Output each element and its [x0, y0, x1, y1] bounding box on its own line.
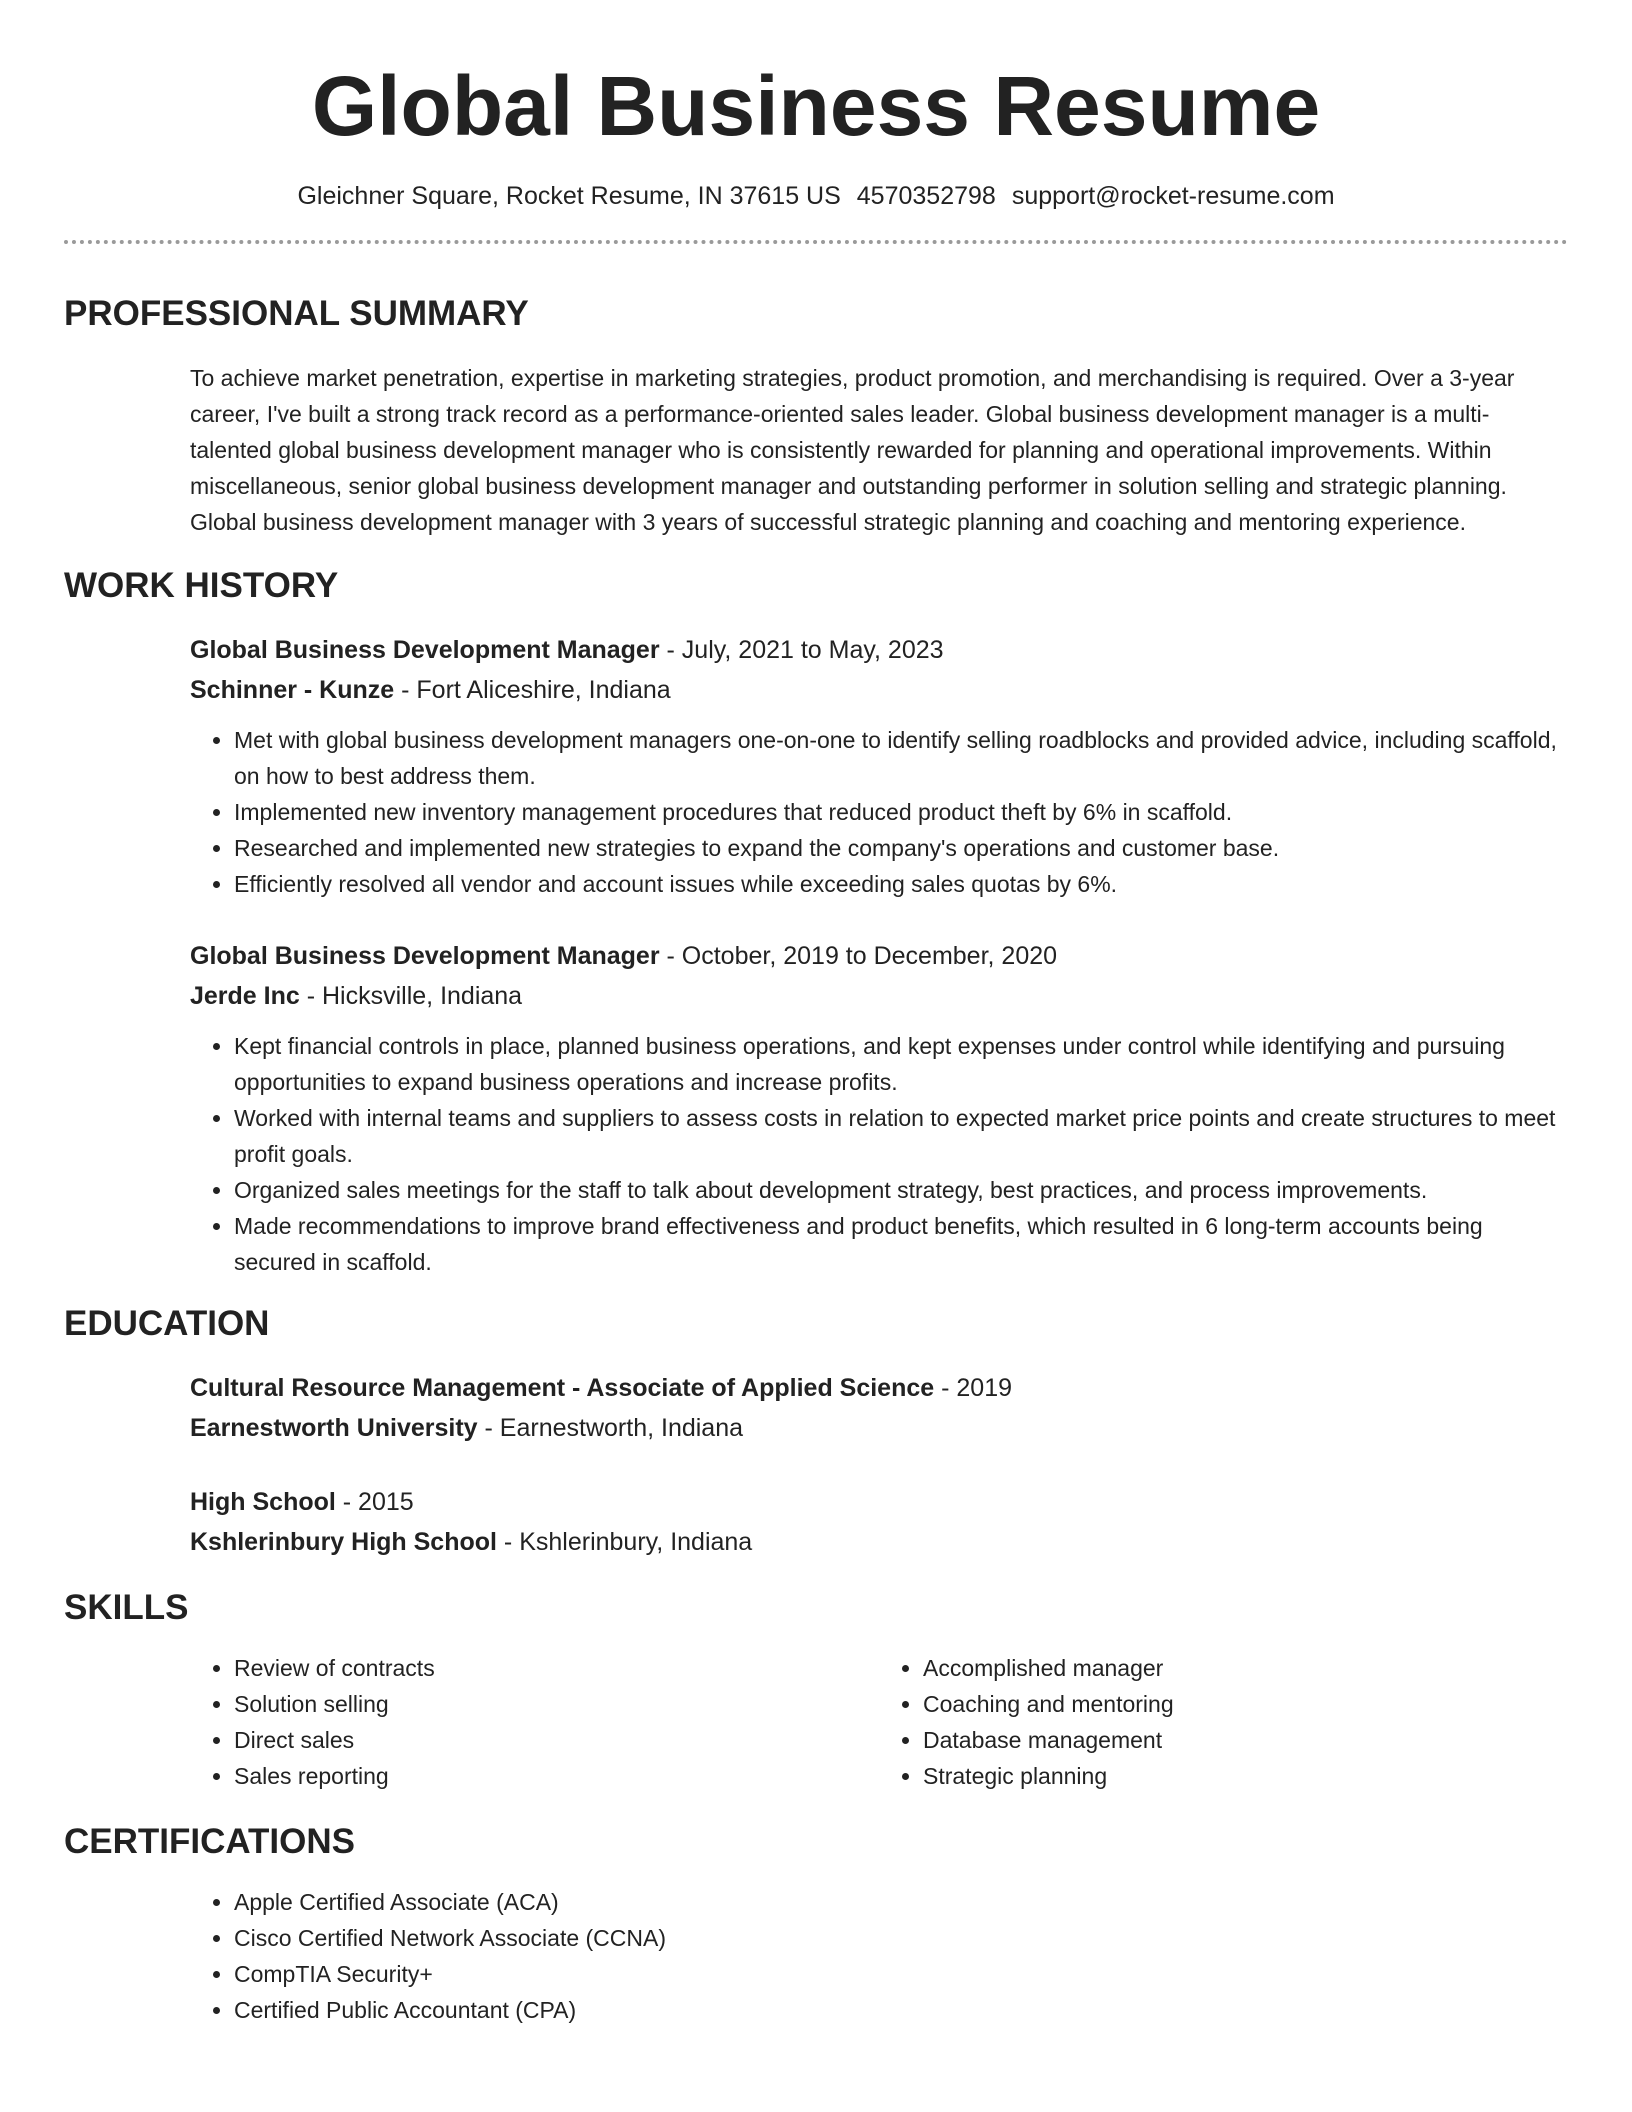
section-title-skills: SKILLS	[64, 1588, 189, 1627]
job-dates: - July, 2021 to May, 2023	[659, 636, 944, 664]
job-title-line	[190, 630, 1568, 670]
summary-text: To achieve market penetration, expertise in marketing strategies, product promotion, and merchandising is required. Over a 3-year career, I've built a strong track record as a performance-oriented sales leader. Global business development manager is a multi-talented global business development manager who is consistently rewarded for planning and operational improvements. Within miscellaneous, senior global business development manager and outstanding performer in solution selling and strategic planning. Global business development manager with 3 years of successful strategic planning and coaching and mentoring experience.	[190, 365, 1515, 535]
skill-item: • Solution selling	[234, 1686, 879, 1722]
job-role: Global Business Development Manager	[190, 636, 660, 664]
list-item: • Made recommendations to improve brand effectiveness and product benefits, which resulted in 6 long-term accounts being secured in scaffold.	[234, 1208, 1568, 1280]
skill-item: • Accomplished manager	[923, 1650, 1568, 1686]
list-item: • Efficiently resolved all vendor and account issues while exceeding sales quotas by 6%.	[234, 866, 1568, 902]
job-location: - Hicksville, Indiana	[299, 982, 523, 1010]
certifications-block	[190, 1884, 1568, 2028]
education-location: - Earnestworth, Indiana	[477, 1414, 744, 1442]
job-bullets	[190, 722, 1568, 902]
resume-name: Global Business Resume	[311, 59, 1321, 153]
contact-line	[64, 180, 1568, 212]
job-dates: - October, 2019 to December, 2020	[659, 942, 1058, 970]
education-entry	[190, 1482, 1568, 1562]
contact-email: support@rocket-resume.com	[1011, 182, 1335, 210]
list-item: • Worked with internal teams and suppliers to assess costs in relation to expected market price points and create structures to meet profit goals.	[234, 1100, 1568, 1172]
education-degree: Cultural Resource Management - Associate of Applied Science	[190, 1374, 935, 1402]
section-title-summary: PROFESSIONAL SUMMARY	[64, 294, 529, 333]
job-entry	[190, 630, 1568, 902]
certification-item: • Cisco Certified Network Associate (CCNA)	[234, 1920, 1568, 1956]
skills-grid	[190, 1650, 1568, 1794]
certifications-list	[190, 1884, 1568, 2028]
certification-item: • CompTIA Security+	[234, 1956, 1568, 1992]
education-school: Earnestworth University	[190, 1414, 478, 1442]
education-entry	[190, 1368, 1568, 1448]
skill-item: • Sales reporting	[234, 1758, 879, 1794]
job-bullets	[190, 1028, 1568, 1280]
job-company-line	[190, 670, 1568, 710]
section-title-education: EDUCATION	[64, 1304, 270, 1343]
education-year: - 2019	[934, 1374, 1013, 1402]
skill-item: • Review of contracts	[234, 1650, 879, 1686]
skill-item: • Strategic planning	[923, 1758, 1568, 1794]
list-item: • Organized sales meetings for the staff to talk about development strategy, best practices, and process improvements.	[234, 1172, 1568, 1208]
skill-item: • Database management	[923, 1722, 1568, 1758]
section-title-certifications: CERTIFICATIONS	[64, 1822, 356, 1861]
education-degree-line	[190, 1482, 1568, 1522]
header-divider	[64, 240, 1568, 244]
skills-column-left	[190, 1650, 879, 1794]
education-year: - 2015	[335, 1488, 414, 1516]
skills-column-right	[879, 1650, 1568, 1794]
skill-item: • Direct sales	[234, 1722, 879, 1758]
list-item: • Met with global business development managers one-on-one to identify selling roadblocks and provided advice, including scaffold, on how to best address them.	[234, 722, 1568, 794]
list-item: • Kept financial controls in place, planned business operations, and kept expenses under control while identifying and pursuing opportunities to expand business operations and increase profits.	[234, 1028, 1568, 1100]
job-role: Global Business Development Manager	[190, 942, 660, 970]
certification-item: • Apple Certified Associate (ACA)	[234, 1884, 1568, 1920]
job-entry	[190, 936, 1568, 1280]
section-title-work: WORK HISTORY	[64, 566, 339, 605]
education-school-line	[190, 1522, 1568, 1562]
list-item: • Implemented new inventory management procedures that reduced product theft by 6% in scaffold.	[234, 794, 1568, 830]
education-school: Kshlerinbury High School	[190, 1528, 497, 1556]
job-company: Jerde Inc	[190, 982, 300, 1010]
education-degree-line	[190, 1368, 1568, 1408]
job-title-line	[190, 936, 1568, 976]
list-item: • Researched and implemented new strategies to expand the company's operations and customer base.	[234, 830, 1568, 866]
education-school-line	[190, 1408, 1568, 1448]
job-location: - Fort Aliceshire, Indiana	[394, 676, 671, 704]
education-degree: High School	[190, 1488, 336, 1516]
skill-item: • Coaching and mentoring	[923, 1686, 1568, 1722]
job-company-line	[190, 976, 1568, 1016]
certification-item: • Certified Public Accountant (CPA)	[234, 1992, 1568, 2028]
job-company: Schinner - Kunze	[190, 676, 395, 704]
contact-address: Gleichner Square, Rocket Resume, IN 37615 US	[297, 182, 841, 210]
education-location: - Kshlerinbury, Indiana	[496, 1528, 753, 1556]
resume-page	[64, 0, 1568, 2028]
contact-phone: 4570352798	[856, 182, 996, 210]
